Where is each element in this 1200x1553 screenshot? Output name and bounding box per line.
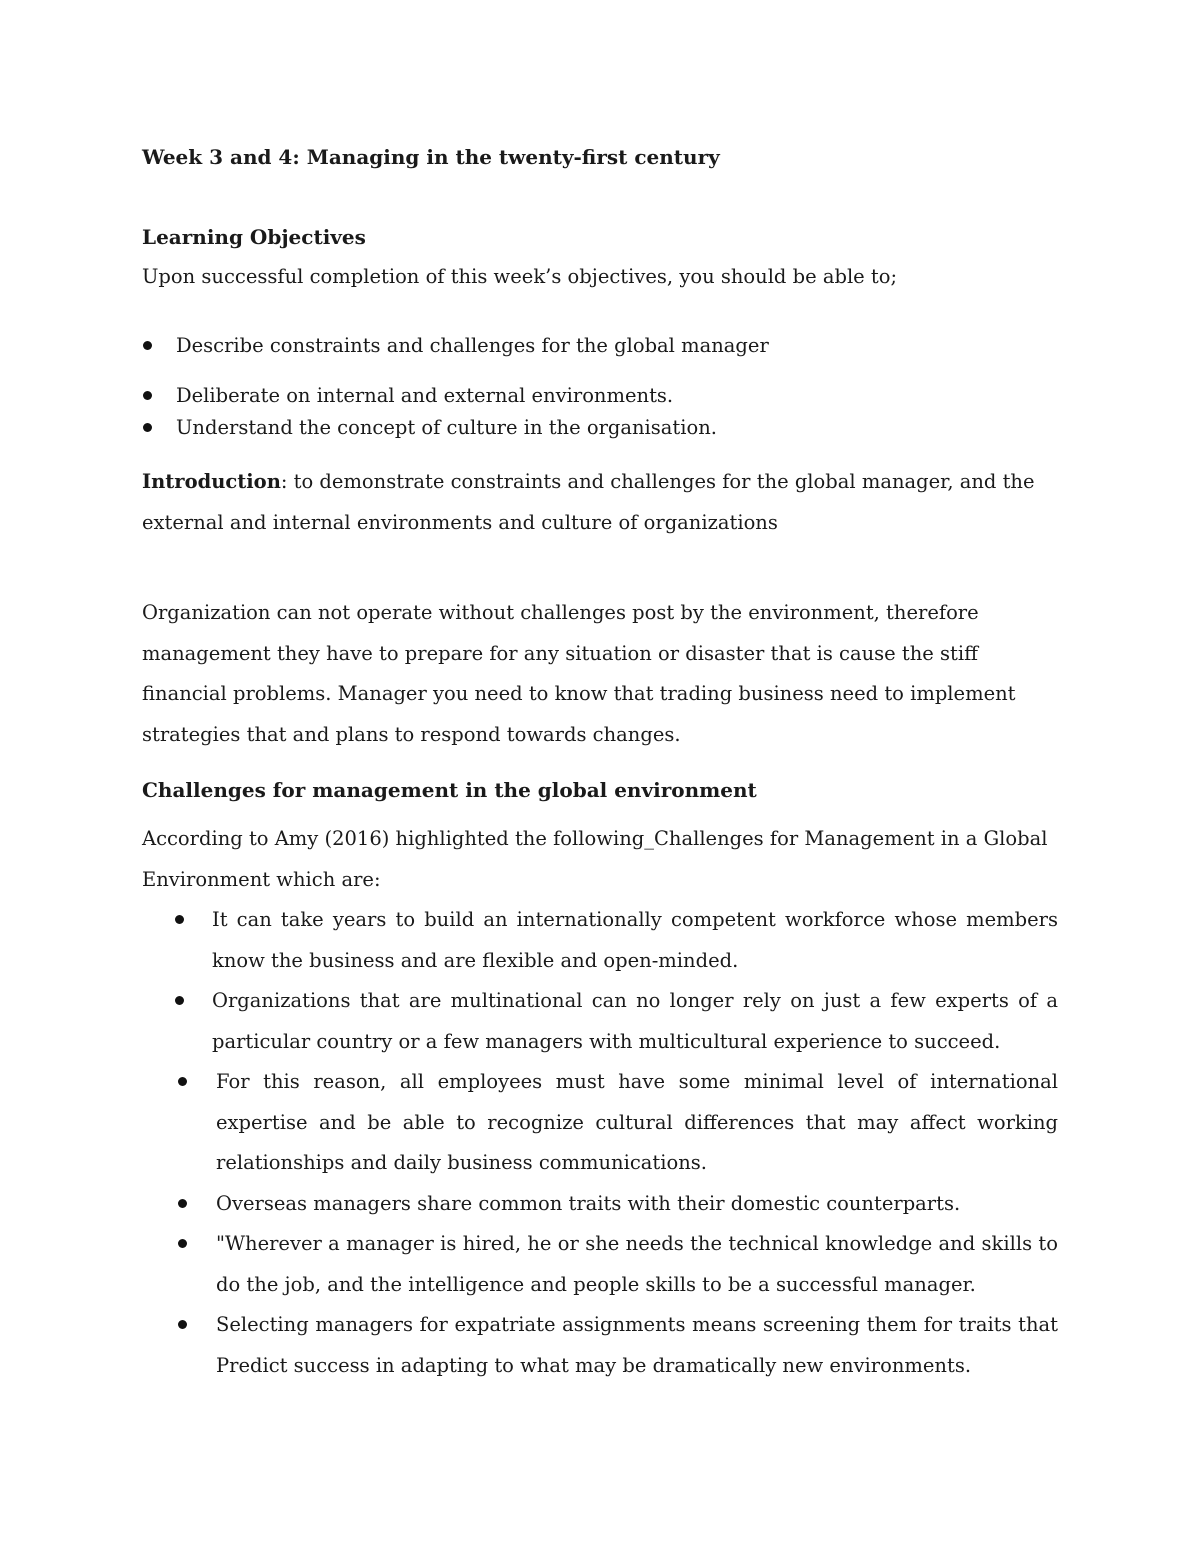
- bullet-icon: [178, 1239, 187, 1248]
- list-item: [142, 1224, 1058, 1305]
- objectives-list: [142, 330, 1058, 444]
- challenges-list: [142, 900, 1058, 1386]
- body-paragraph: Organization can not operate without challenges post by the environment, therefore management they have to prepare for any situation or disaster that is cause the stiff financial problems. Manager you need to know that trading business need to implement strategies that and plans to respond towards changes.: [142, 601, 1016, 746]
- list-item: [142, 981, 1058, 1062]
- introduction-label: Introduction: [142, 470, 281, 493]
- introduction-text: : to demonstrate constraints and challenges for the global manager, and the external and internal environments and culture of organizations: [142, 470, 1035, 534]
- bullet-icon: [178, 1077, 187, 1086]
- bullet-icon: [143, 423, 152, 432]
- bullet-icon: [143, 391, 152, 400]
- bullet-icon: [178, 1199, 187, 1208]
- objectives-lead: Upon successful completion of this week’s objectives, you should be able to;: [142, 265, 898, 288]
- list-item-text: "Wherever a manager is hired, he or she needs the technical knowledge and skills to do the job, and the intelligence and people skills to be a successful manager.: [216, 1232, 1058, 1296]
- list-item-text: Describe constraints and challenges for the global manager: [176, 334, 769, 357]
- introduction-paragraph: [142, 462, 1058, 543]
- list-item-text: Understand the concept of culture in the organisation.: [176, 416, 718, 439]
- document-body: [142, 140, 1058, 1386]
- challenges-lead: According to Amy (2016) highlighted the following_Challenges for Management in a Global Environment which are:: [142, 827, 1048, 891]
- list-item-text: Deliberate on internal and external environments.: [176, 384, 674, 407]
- bullet-icon: [143, 341, 152, 350]
- list-item-text: For this reason, all employees must have some minimal level of international expertise and be able to recognize cultural differences that may affect working relationships and daily business communications.: [216, 1070, 1058, 1174]
- bullet-icon: [178, 1320, 187, 1329]
- list-item-text: It can take years to build an internationally competent workforce whose members know the business and are flexible and open-minded.: [212, 908, 1058, 972]
- objectives-heading: Learning Objectives: [142, 225, 366, 249]
- list-item: [142, 1305, 1058, 1386]
- bullet-icon: [175, 996, 184, 1005]
- bullet-icon: [175, 915, 184, 924]
- list-item: [142, 412, 1058, 444]
- list-item: [142, 1062, 1058, 1184]
- list-item-text: Selecting managers for expatriate assignments means screening them for traits that Predict success in adapting to what may be dramatically new environments.: [216, 1313, 1058, 1377]
- list-item: [142, 1184, 1058, 1225]
- list-item-text: Organizations that are multinational can no longer rely on just a few experts of a particular country or a few managers with multicultural experience to succeed.: [212, 989, 1058, 1053]
- list-item: [142, 330, 1058, 362]
- challenges-heading: Challenges for management in the global environment: [142, 778, 757, 802]
- document-title: Week 3 and 4: Managing in the twenty-first century: [142, 145, 720, 169]
- list-item: [142, 900, 1058, 981]
- list-item-text: Overseas managers share common traits with their domestic counterparts.: [216, 1191, 961, 1215]
- list-item: [142, 380, 1058, 412]
